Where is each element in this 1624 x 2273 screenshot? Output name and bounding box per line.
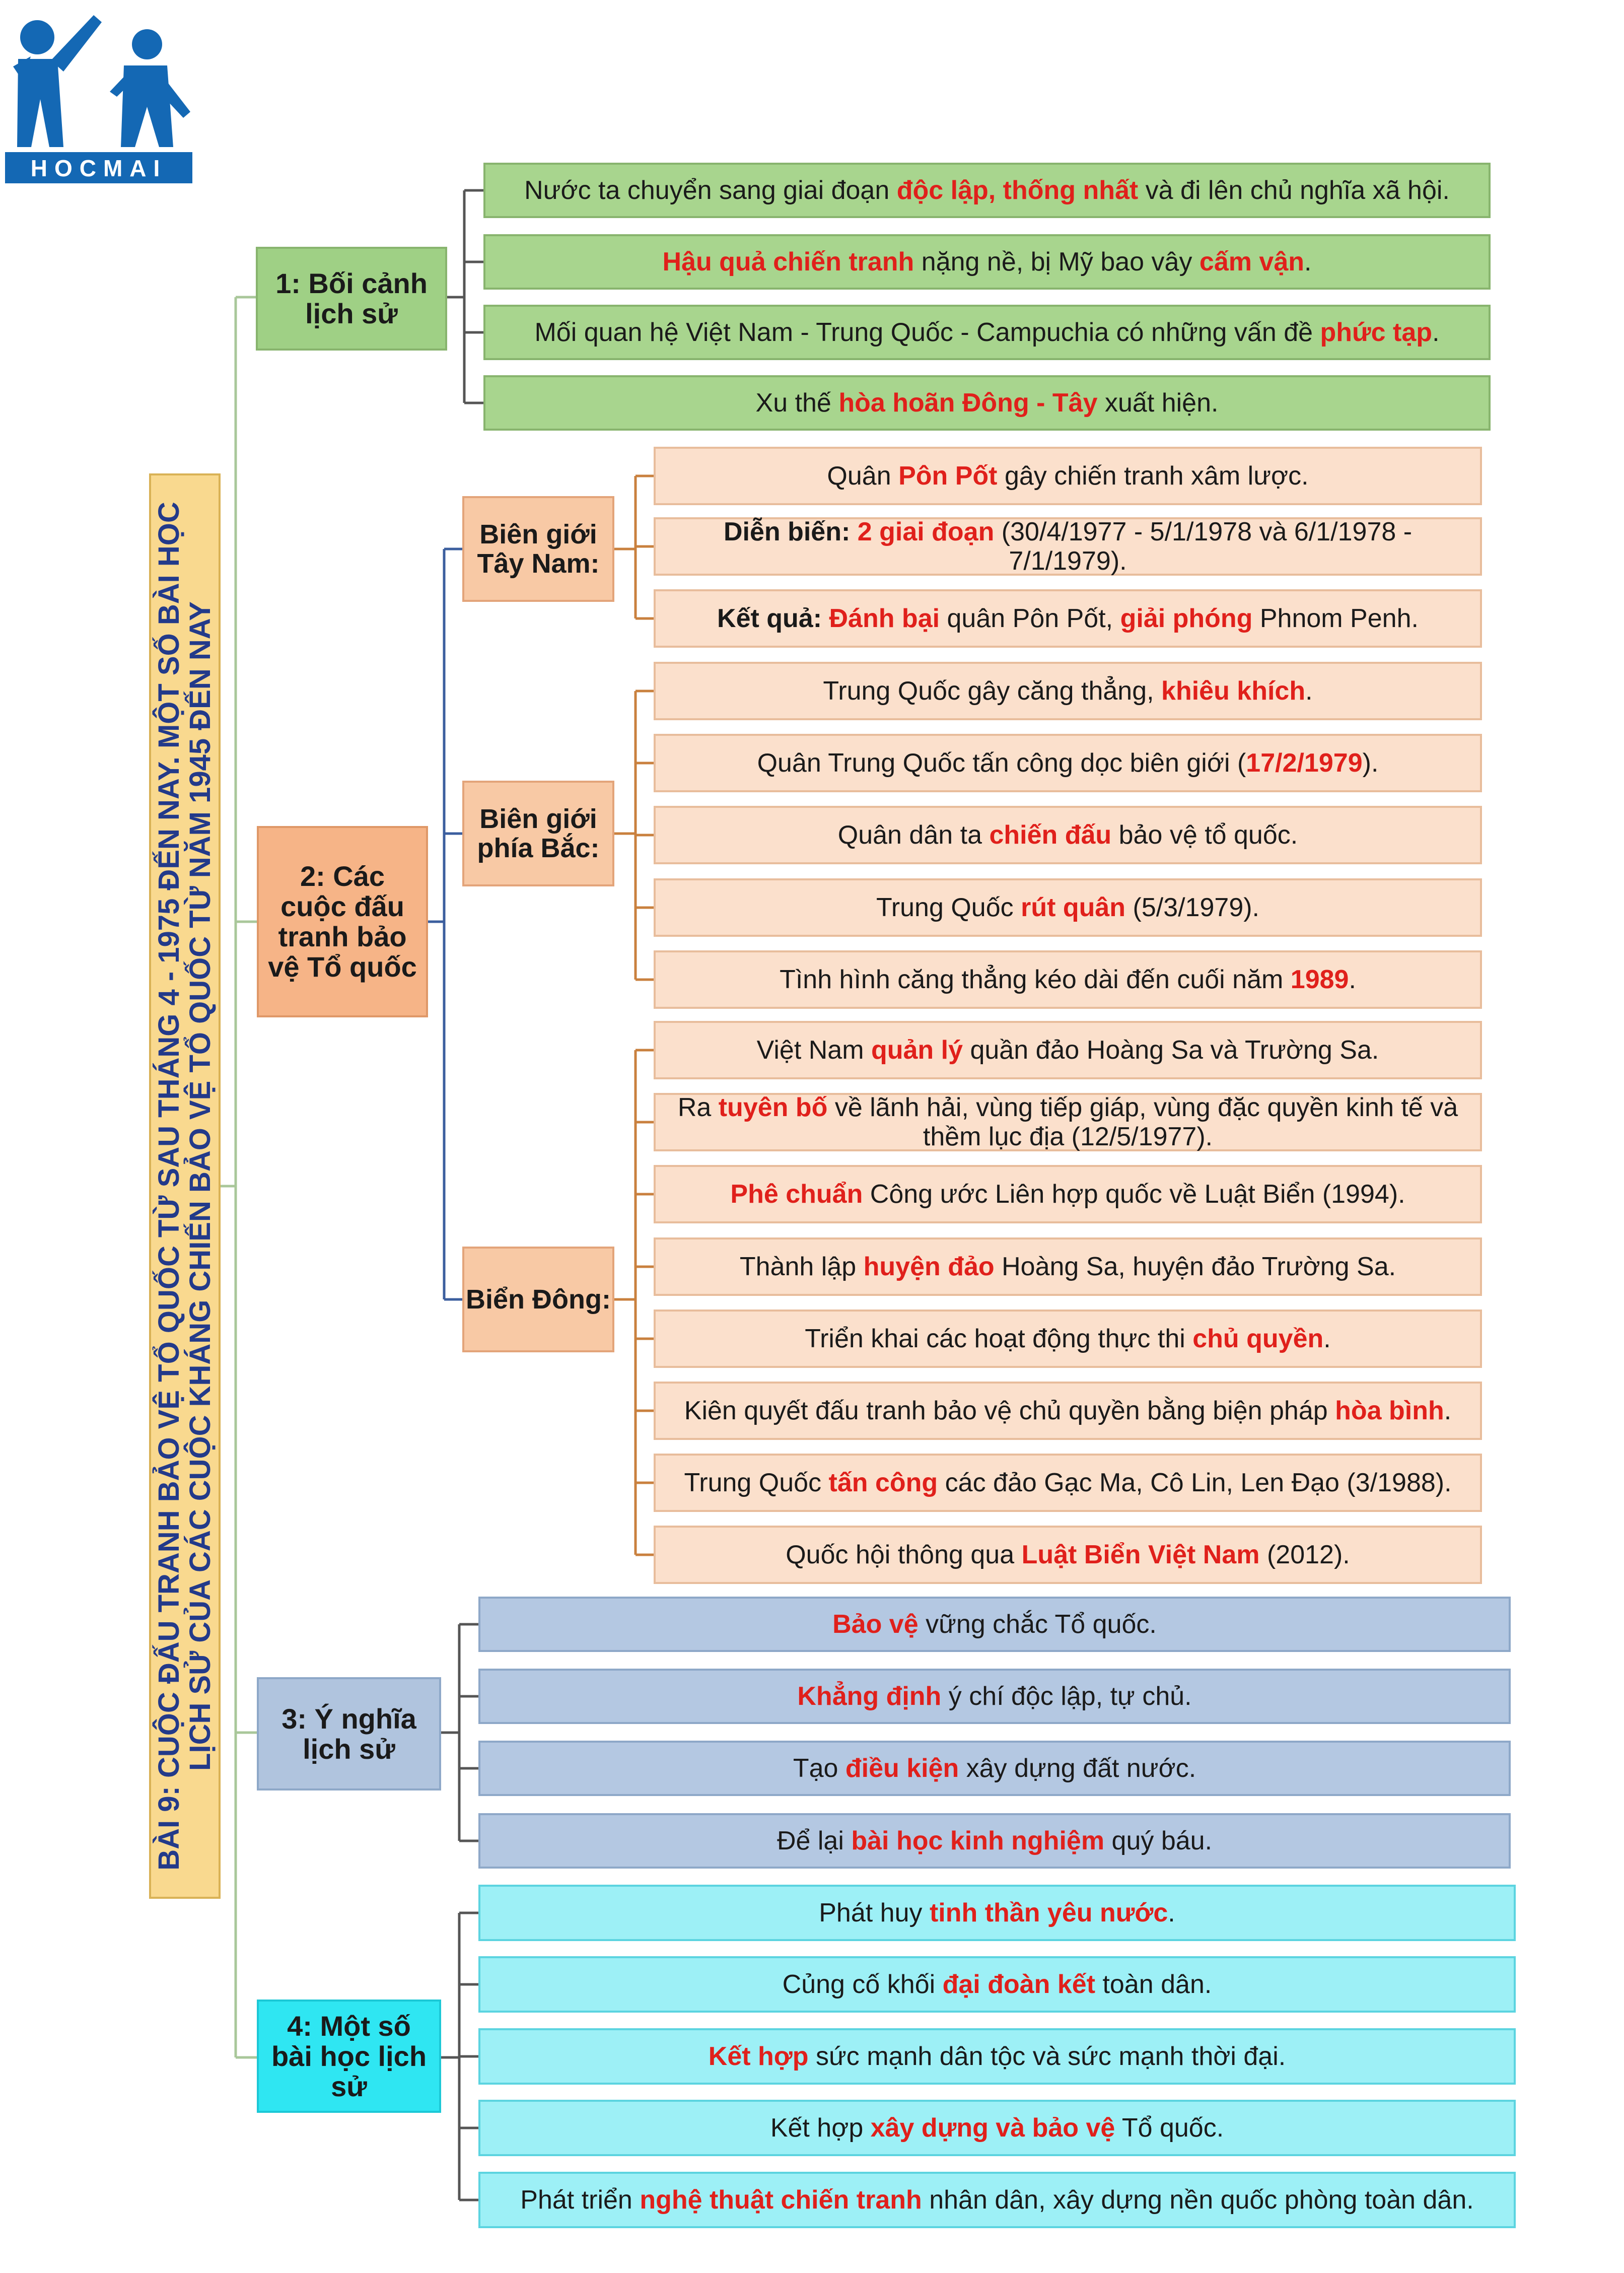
significance-item-text xyxy=(793,1754,1196,1783)
text-segment: Quân xyxy=(827,461,899,491)
text-segment: . xyxy=(1168,1898,1175,1927)
highlight-text: 1989 xyxy=(1290,965,1349,994)
text-segment: Để lại xyxy=(776,1826,852,1855)
context-item-text xyxy=(534,318,1439,347)
significance-item xyxy=(478,1741,1511,1796)
main-title: BÀI 9: CUỘC ĐẤU TRANH BẢO VỆ TỔ QUỐC TỪ SAU THÁNG 4 - 1975 ĐẾN NAY. MỘT SỐ BÀI HỌC LỊCH SỬ CỦA CÁC CUỘC KHÁNG CHIẾN BẢO VỆ TỔ QUỐC TỪ NĂM 1945 ĐẾN NAY xyxy=(153,502,217,1871)
logo-text: HOCMAI xyxy=(30,155,167,181)
highlight-text: hòa bình xyxy=(1335,1396,1444,1425)
text-segment: Việt Nam xyxy=(756,1036,871,1065)
context-item-text xyxy=(524,176,1450,205)
text-segment: Trung Quốc gây căng thẳng, xyxy=(823,676,1162,706)
text-segment: . xyxy=(1305,676,1313,706)
highlight-text: Bảo vệ xyxy=(832,1610,919,1639)
highlight-text: Khẳng định xyxy=(797,1682,942,1711)
text-segment: (30/4/1977 - 5/1/1978 và 6/1/1978 - 7/1/1979). xyxy=(994,517,1413,576)
text-segment: Trung Quốc xyxy=(876,893,1021,922)
struggle-item xyxy=(654,1021,1482,1079)
text-segment: . xyxy=(1432,318,1440,347)
struggle-item-text xyxy=(823,676,1312,706)
text-segment: (2012). xyxy=(1259,1540,1350,1569)
lesson-item-text xyxy=(783,1970,1212,1999)
text-segment: về lãnh hải, vùng tiếp giáp, vùng đặc quyền kinh tế và thềm lục địa (12/5/1977). xyxy=(827,1093,1458,1151)
sub-east-sea xyxy=(462,1247,614,1352)
struggle-item-text xyxy=(684,1468,1451,1497)
struggle-item-text xyxy=(740,1252,1396,1281)
struggle-item xyxy=(654,589,1482,648)
text-segment: Nước ta chuyển sang giai đoạn xyxy=(524,176,897,205)
text-segment: vững chắc Tổ quốc. xyxy=(918,1610,1157,1639)
highlight-text: quản lý xyxy=(871,1036,963,1065)
category-struggles-label: 2: Các cuộc đấu tranh bảo vệ Tổ quốc xyxy=(268,860,417,983)
sub-north-border xyxy=(462,781,614,886)
highlight-text: 17/2/1979 xyxy=(1246,748,1363,778)
text-segment: Hoàng Sa, huyện đảo Trường Sa. xyxy=(994,1252,1396,1281)
text-segment: Kết quả: xyxy=(717,604,829,633)
context-item xyxy=(483,305,1491,360)
lesson-item xyxy=(478,2100,1516,2156)
category-significance xyxy=(257,1677,441,1790)
significance-item xyxy=(478,1597,1511,1652)
highlight-text: giải phóng xyxy=(1120,604,1253,633)
text-segment: (5/3/1979). xyxy=(1125,893,1260,922)
lesson-item xyxy=(478,2028,1516,2085)
struggle-item-text xyxy=(805,1324,1330,1353)
highlight-text: Pôn Pốt xyxy=(898,461,998,491)
text-segment: ). xyxy=(1362,748,1379,778)
context-item-text xyxy=(756,388,1219,418)
significance-item-text xyxy=(832,1610,1157,1639)
text-segment: xây dựng đất nước. xyxy=(959,1754,1196,1783)
lesson-item-text xyxy=(770,2113,1224,2143)
lesson-item-text xyxy=(709,2042,1286,2071)
highlight-text: Hậu quả chiến tranh xyxy=(662,247,914,277)
category-struggles xyxy=(257,826,428,1017)
text-segment: Quốc hội thông qua xyxy=(786,1540,1022,1569)
highlight-text: Phê chuẩn xyxy=(730,1180,863,1209)
text-segment: và đi lên chủ nghĩa xã hội. xyxy=(1138,176,1450,205)
context-item-text xyxy=(662,247,1311,277)
lesson-item-text xyxy=(520,2185,1473,2215)
struggle-item xyxy=(654,1382,1482,1440)
highlight-text: nghệ thuật chiến tranh xyxy=(640,2185,922,2215)
text-segment: Triển khai các hoạt động thực thi xyxy=(805,1324,1193,1353)
struggle-item-text xyxy=(730,1180,1405,1209)
significance-item-text xyxy=(797,1682,1191,1711)
text-segment: . xyxy=(1349,965,1356,994)
highlight-text: rút quân xyxy=(1021,893,1126,922)
struggle-item xyxy=(654,1093,1482,1151)
sub-north-border-label: Biên giới phía Bắc: xyxy=(477,804,600,863)
text-segment: sức mạnh dân tộc và sức mạnh thời đại. xyxy=(808,2042,1286,2071)
struggle-item-text xyxy=(671,1093,1465,1151)
struggle-item-text xyxy=(684,1396,1451,1425)
text-segment: Ra xyxy=(677,1093,719,1122)
text-segment: quý báu. xyxy=(1104,1826,1213,1855)
lesson-item xyxy=(478,2172,1516,2228)
text-segment: . xyxy=(1304,247,1312,277)
struggle-item-text xyxy=(671,517,1465,576)
highlight-text: điều kiện xyxy=(845,1754,959,1783)
text-segment: Quân Trung Quốc tấn công dọc biên giới ( xyxy=(757,748,1246,778)
struggle-item-text xyxy=(780,965,1356,994)
significance-item xyxy=(478,1669,1511,1724)
highlight-text: khiêu khích xyxy=(1161,676,1306,706)
text-segment: các đảo Gạc Ma, Cô Lin, Len Đạo (3/1988). xyxy=(938,1468,1452,1497)
lesson-item-text xyxy=(819,1898,1175,1927)
text-segment: Phnom Penh. xyxy=(1252,604,1419,633)
struggle-item xyxy=(654,1526,1482,1584)
sub-southwest-border-label: Biên giới Tây Nam: xyxy=(477,519,600,579)
significance-item-text xyxy=(777,1826,1212,1855)
text-segment: Thành lập xyxy=(739,1252,864,1281)
text-segment: Tạo xyxy=(793,1754,845,1783)
category-context xyxy=(256,247,447,351)
highlight-text: tinh thần yêu nước xyxy=(929,1898,1168,1927)
text-segment: toàn dân. xyxy=(1095,1970,1212,1999)
text-segment: Diễn biến: xyxy=(723,517,858,546)
highlight-text: tấn công xyxy=(828,1468,938,1497)
context-item xyxy=(483,163,1491,218)
text-segment: Phát triển xyxy=(520,2185,640,2215)
struggle-item-text xyxy=(786,1540,1350,1569)
struggle-item xyxy=(654,662,1482,720)
highlight-text: hòa hoãn Đông - Tây xyxy=(838,388,1098,418)
struggle-item xyxy=(654,1165,1482,1223)
struggle-item-text xyxy=(757,748,1379,778)
category-significance-label: 3: Ý nghĩa lịch sử xyxy=(281,1702,416,1765)
text-segment: Quân dân ta xyxy=(837,820,990,850)
struggle-item xyxy=(654,950,1482,1009)
text-segment: . xyxy=(1444,1396,1452,1425)
highlight-text: Đánh bại xyxy=(829,604,940,633)
highlight-text: huyện đảo xyxy=(863,1252,995,1281)
struggle-item xyxy=(654,1237,1482,1296)
context-item xyxy=(483,375,1491,431)
struggle-item xyxy=(654,734,1482,792)
struggle-item xyxy=(654,878,1482,937)
highlight-text: Kết hợp xyxy=(708,2042,809,2071)
text-segment: Xu thế xyxy=(755,388,839,418)
sub-southwest-border xyxy=(462,496,614,602)
highlight-text: cấm vận xyxy=(1199,247,1305,277)
struggle-item xyxy=(654,806,1482,864)
text-segment: Mối quan hệ Việt Nam - Trung Quốc - Campuchia có những vấn đề xyxy=(534,318,1320,347)
text-segment: nhân dân, xây dựng nền quốc phòng toàn dân. xyxy=(922,2185,1474,2215)
text-segment: quần đảo Hoàng Sa và Trường Sa. xyxy=(963,1036,1379,1065)
sub-east-sea-label: Biển Đông: xyxy=(466,1284,611,1315)
category-context-label: 1: Bối cảnh lịch sử xyxy=(275,267,428,329)
highlight-text: xây dựng và bảo vệ xyxy=(870,2113,1115,2143)
highlight-text: 2 giai đoạn xyxy=(857,517,995,546)
text-segment: Tổ quốc. xyxy=(1115,2113,1224,2143)
text-segment: Kiên quyết đấu tranh bảo vệ chủ quyền bằng biện pháp xyxy=(684,1396,1335,1425)
text-segment: ý chí độc lập, tự chủ. xyxy=(941,1682,1192,1711)
struggle-item-text xyxy=(838,820,1298,850)
struggle-item xyxy=(654,517,1482,576)
highlight-text: phức tạp xyxy=(1320,318,1433,347)
category-lessons xyxy=(257,2000,441,2113)
highlight-text: tuyên bố xyxy=(718,1093,828,1122)
struggle-item-text xyxy=(757,1036,1379,1065)
text-segment: Củng cố khối xyxy=(782,1970,943,1999)
lesson-item xyxy=(478,1956,1516,2013)
struggle-item-text xyxy=(827,461,1308,491)
struggle-item-text xyxy=(717,604,1419,633)
text-segment: Phát huy xyxy=(819,1898,930,1927)
text-segment: quân Pôn Pốt, xyxy=(940,604,1120,633)
highlight-text: độc lập, thống nhất xyxy=(896,176,1139,205)
text-segment: Tình hình căng thẳng kéo dài đến cuối năm xyxy=(780,965,1291,994)
highlight-text: đại đoàn kết xyxy=(942,1970,1096,1999)
text-segment: Công ước Liên hợp quốc về Luật Biển (1994). xyxy=(863,1180,1405,1209)
text-segment: Trung Quốc xyxy=(684,1468,829,1497)
significance-item xyxy=(478,1813,1511,1869)
struggle-item xyxy=(654,1454,1482,1512)
highlight-text: chủ quyền xyxy=(1192,1324,1324,1353)
text-segment: bảo vệ tổ quốc. xyxy=(1111,820,1298,850)
highlight-text: Luật Biển Việt Nam xyxy=(1021,1540,1260,1569)
context-item xyxy=(483,234,1491,290)
struggle-item xyxy=(654,447,1482,505)
text-segment: nặng nề, bị Mỹ bao vây xyxy=(914,247,1199,277)
lesson-item xyxy=(478,1885,1516,1941)
text-segment: gây chiến tranh xâm lược. xyxy=(997,461,1309,491)
text-segment: . xyxy=(1323,1324,1331,1353)
category-lessons-label: 4: Một số bài học lịch sử xyxy=(271,2010,427,2102)
text-segment: xuất hiện. xyxy=(1097,388,1219,418)
struggle-item-text xyxy=(876,893,1259,922)
highlight-text: bài học kinh nghiệm xyxy=(851,1826,1105,1855)
struggle-item xyxy=(654,1310,1482,1368)
highlight-text: chiến đấu xyxy=(989,820,1112,850)
text-segment: Kết hợp xyxy=(770,2113,871,2143)
